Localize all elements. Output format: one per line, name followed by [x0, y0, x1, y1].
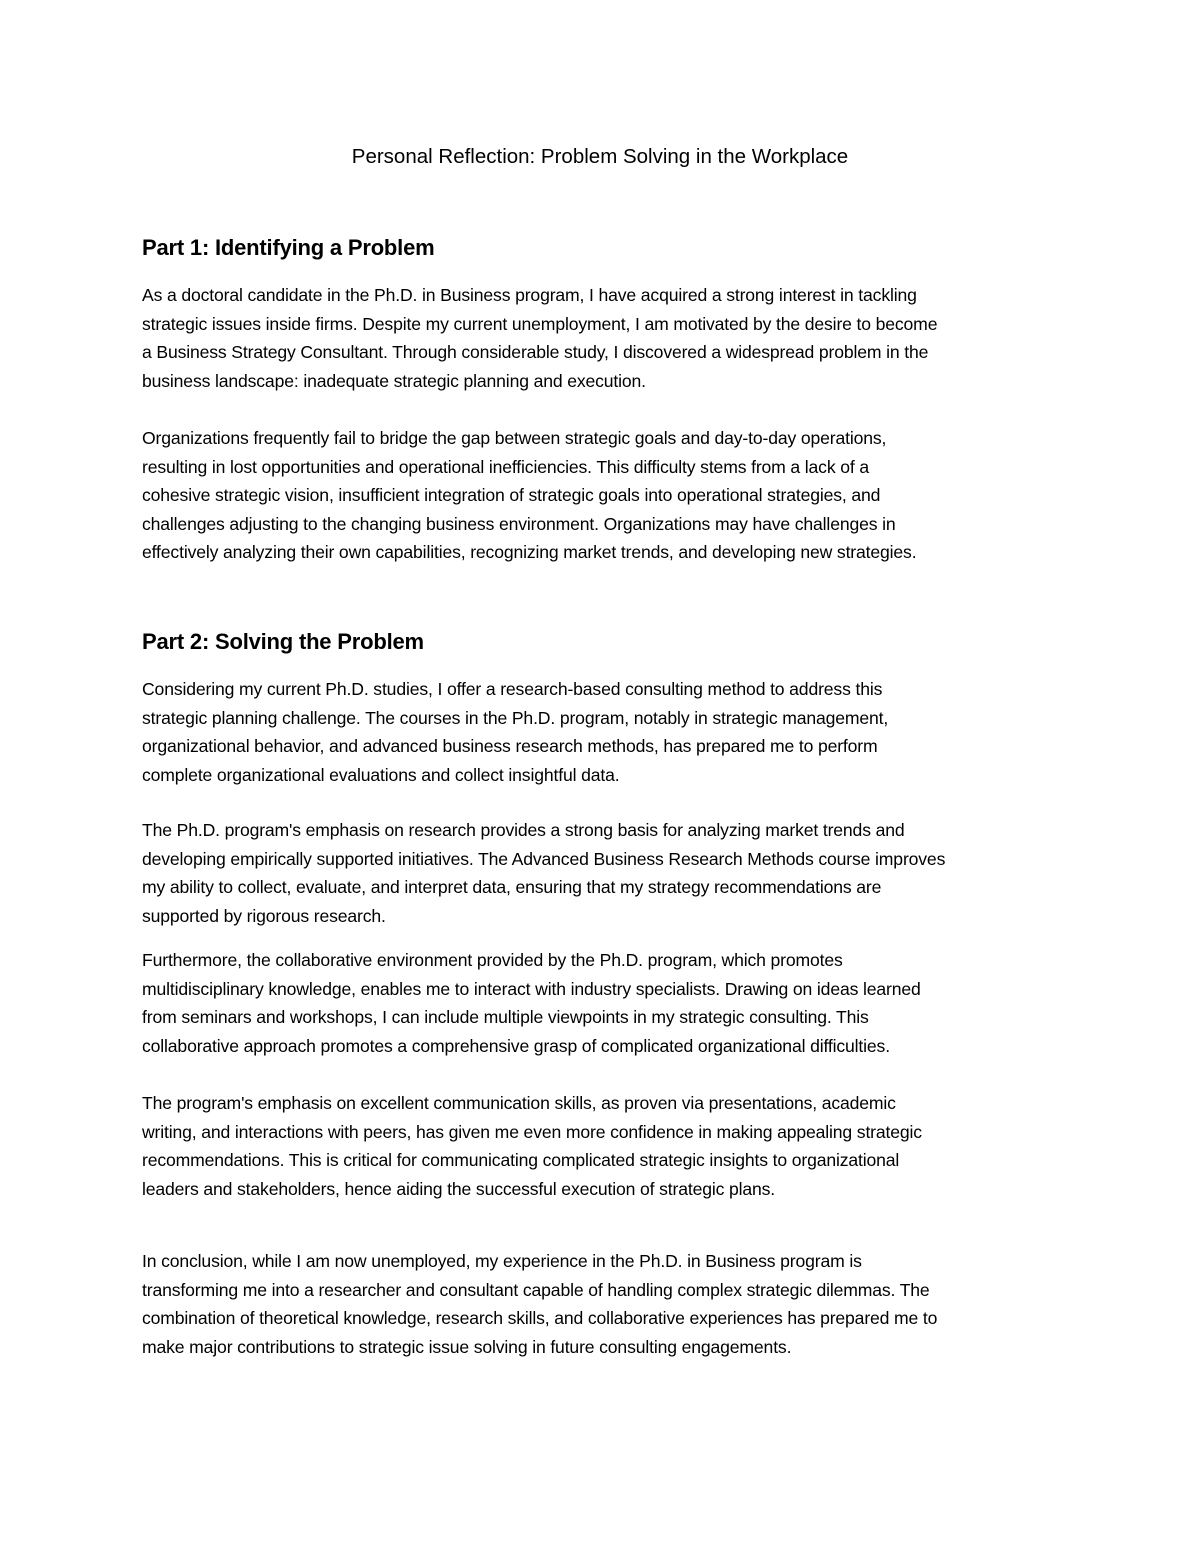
- text-line: a Business Strategy Consultant. Through considerable study, I discovered a widespread problem in the: [142, 342, 929, 362]
- text-line: Furthermore, the collaborative environment provided by the Ph.D. program, which promotes: [142, 950, 843, 970]
- text-line: developing empirically supported initiatives. The Advanced Business Research Methods course improves: [142, 848, 946, 869]
- paragraph: [142, 1247, 1062, 1361]
- text-line: In conclusion, while I am now unemployed, my experience in the Ph.D. in Business program is: [142, 1251, 862, 1271]
- paragraph: [142, 281, 1062, 395]
- text-line: resulting in lost opportunities and operational inefficiencies. This difficulty stems from a lack of a: [142, 456, 869, 477]
- text-line: strategic planning challenge. The courses in the Ph.D. program, notably in strategic management,: [142, 707, 889, 728]
- document-title: Personal Reflection: Problem Solving in the Workplace: [351, 145, 849, 168]
- text-line: writing, and interactions with peers, has given me even more confidence in making appealing strategic: [142, 1121, 922, 1142]
- text-line: The program's emphasis on excellent communication skills, as proven via presentations, academic: [142, 1093, 896, 1113]
- text-line: combination of theoretical knowledge, research skills, and collaborative experiences has prepared me to: [142, 1308, 938, 1328]
- text-line: cohesive strategic vision, insufficient integration of strategic goals into operational strategies, and: [142, 485, 881, 505]
- paragraph: [142, 946, 1062, 1060]
- paragraph: [142, 1089, 1062, 1203]
- text-line: business landscape: inadequate strategic planning and execution.: [142, 370, 646, 391]
- text-line: Organizations frequently fail to bridge the gap between strategic goals and day-to-day operations,: [142, 428, 887, 448]
- text-line: from seminars and workshops, I can include multiple viewpoints in my strategic consulting. This: [142, 1007, 869, 1027]
- text-line: strategic issues inside firms. Despite my current unemployment, I am motivated by the desire to become: [142, 313, 938, 334]
- text-line: transforming me into a researcher and consultant capable of handling complex strategic dilemmas. The: [142, 1279, 930, 1300]
- section-heading-part-2: Part 2: Solving the Problem: [142, 629, 424, 654]
- text-line: As a doctoral candidate in the Ph.D. in Business program, I have acquired a strong interest in tackling: [142, 285, 917, 305]
- text-line: collaborative approach promotes a comprehensive grasp of complicated organizational difficulties.: [142, 1035, 890, 1056]
- text-line: multidisciplinary knowledge, enables me to interact with industry specialists. Drawing on ideas learned: [142, 978, 921, 999]
- section-heading-part-1: Part 1: Identifying a Problem: [142, 235, 435, 260]
- text-line: challenges adjusting to the changing business environment. Organizations may have challenges in: [142, 513, 896, 534]
- text-line: organizational behavior, and advanced business research methods, has prepared me to perform: [142, 736, 878, 756]
- text-line: my ability to collect, evaluate, and interpret data, ensuring that my strategy recommendations are: [142, 877, 882, 897]
- text-line: effectively analyzing their own capabilities, recognizing market trends, and developing new strategies.: [142, 542, 917, 562]
- paragraph: [142, 675, 1062, 789]
- text-line: make major contributions to strategic issue solving in future consulting engagements.: [142, 1336, 792, 1357]
- text-line: supported by rigorous research.: [142, 905, 386, 926]
- paragraph: [142, 816, 1062, 930]
- paragraph: [142, 424, 1062, 567]
- text-line: The Ph.D. program's emphasis on research provides a strong basis for analyzing market trends and: [142, 820, 905, 840]
- text-line: complete organizational evaluations and collect insightful data.: [142, 764, 620, 785]
- text-line: leaders and stakeholders, hence aiding the successful execution of strategic plans.: [142, 1178, 776, 1199]
- text-line: Considering my current Ph.D. studies, I offer a research-based consulting method to address this: [142, 679, 883, 699]
- text-line: recommendations. This is critical for communicating complicated strategic insights to organizational: [142, 1150, 900, 1170]
